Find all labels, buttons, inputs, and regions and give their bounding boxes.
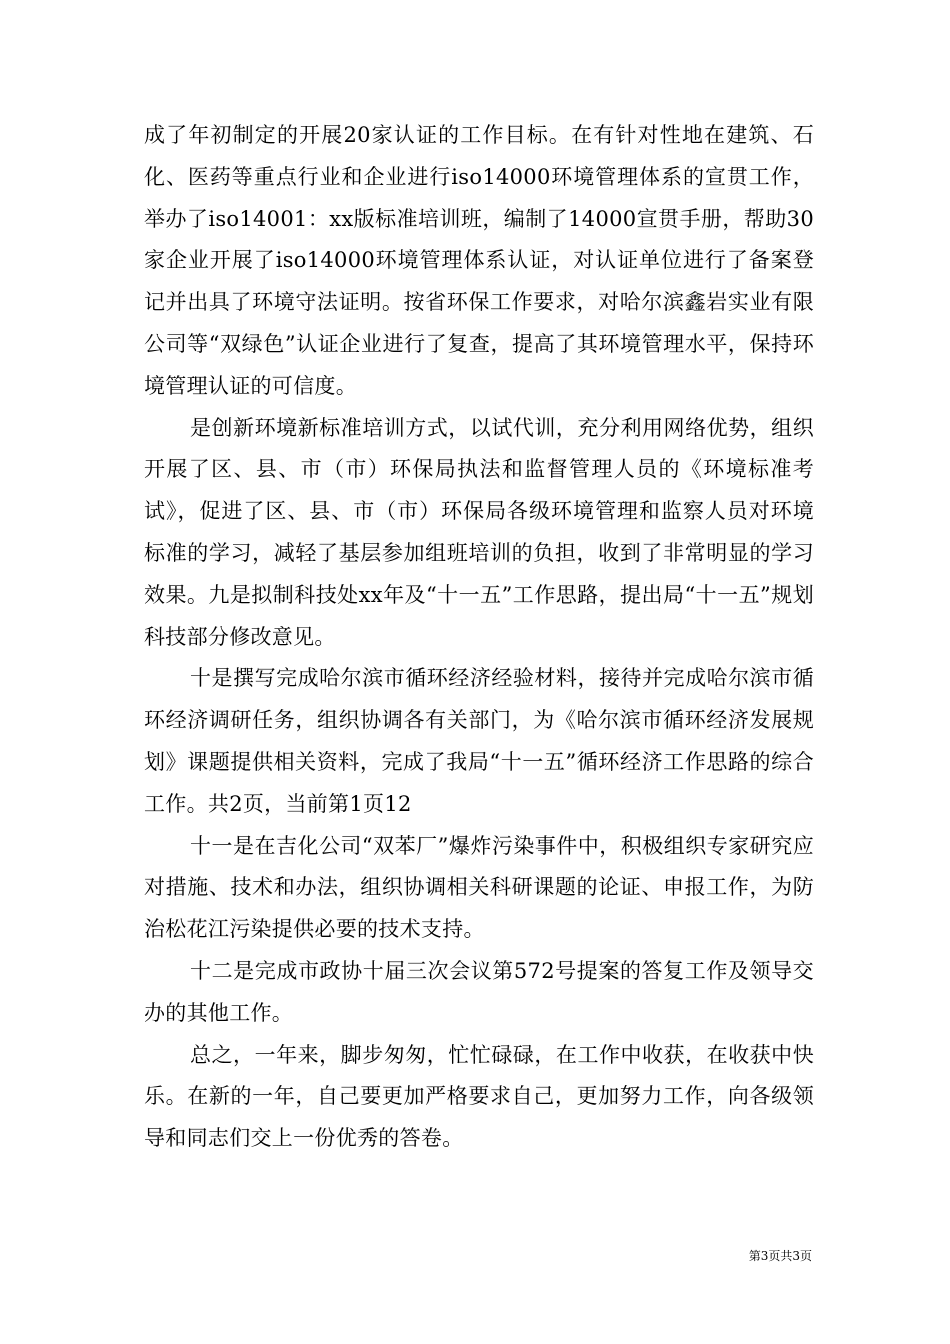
paragraph-1: 成了年初制定的开展20家认证的工作目标。在有针对性地在建筑、石化、医药等重点行业和企业进行iso14000环境管理体系的宣贯工作，举办了iso14001：xx版标准培训班，编制了14000宣贯手册，帮助30家企业开展了iso14000环境管理体系认证，对认证单位进行了备案登记并出具了环境守法证明。按省环保工作要求，对哈尔滨鑫岩实业有限公司等“双绿色”认证企业进行了复查，提高了其环境管理水平，保持环境管理认证的可信度。 [144,123,814,398]
paragraph-4: 十一是在吉化公司“双苯厂”爆炸污染事件中，积极组织专家研究应对措施、技术和办法，组织协调相关科研课题的论证、申报工作，为防治松花江污染提供必要的技术支持。 [144,833,814,942]
document-body [144,115,814,1160]
paragraph-5: 十二是完成市政协十届三次会议第572号提案的答复工作及领导交办的其他工作。 [144,958,814,1025]
page-number-footer: 第3页共3页 [748,1249,812,1263]
paragraph-3: 十是撰写完成哈尔滨市循环经济经验材料，接待并完成哈尔滨市循环经济调研任务，组织协调各有关部门，为《哈尔滨市循环经济发展规划》课题提供相关资料，完成了我局“十一五”循环经济工作思路的综合工作。共2页，当前第1页12 [144,666,814,816]
paragraph-6: 总之，一年来，脚步匆匆，忙忙碌碌，在工作中收获，在收获中快乐。在新的一年，自己要更加严格要求自己，更加努力工作，向各级领导和同志们交上一份优秀的答卷。 [144,1042,814,1151]
paragraph-2: 是创新环境新标准培训方式，以试代训，充分利用网络优势，组织开展了区、县、市（市）环保局执法和监督管理人员的《环境标准考试》，促进了区、县、市（市）环保局各级环境管理和监察人员对环境标准的学习，减轻了基层参加组班培训的负担，收到了非常明显的学习效果。九是拟制科技处xx年及“十一五”工作思路，提出局“十一五”规划科技部分修改意见。 [144,415,814,649]
